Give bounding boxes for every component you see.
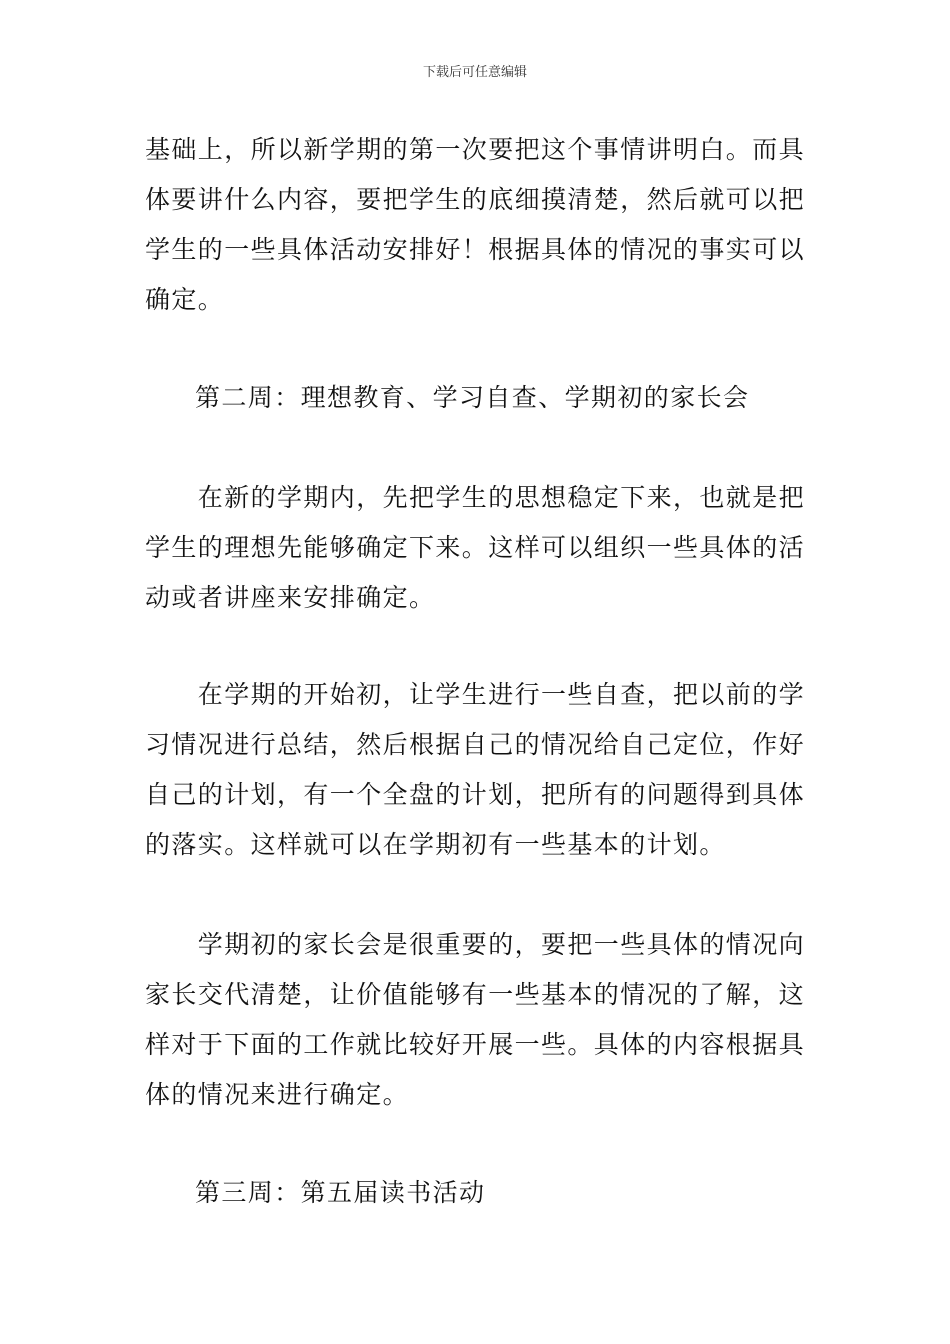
section-heading-week-2: 第二周：理想教育、学习自查、学期初的家长会 (195, 383, 750, 412)
text-line: 学生的理想先能够确定下来。这样可以组织一些具体的活 (145, 533, 806, 562)
text-line: 在新的学期内，先把学生的思想稳定下来，也就是把 (145, 483, 806, 512)
paragraph-1 (145, 125, 807, 325)
text-line: 家长交代清楚，让价值能够有一些基本的情况的了解，这 (145, 980, 806, 1009)
text-line: 自己的计划，有一个全盘的计划，把所有的问题得到具体 (145, 780, 806, 809)
paragraph-4 (145, 920, 807, 1120)
text-line: 体的情况来进行确定。 (145, 1080, 410, 1109)
text-line: 在学期的开始初，让学生进行一些自查，把以前的学 (145, 680, 806, 709)
text-line: 学期初的家长会是很重要的，要把一些具体的情况向 (145, 930, 806, 959)
paragraph-3 (145, 670, 807, 870)
page-header-note: 下载后可任意编辑 (422, 65, 527, 80)
paragraph-2 (145, 473, 807, 623)
text-line: 体要讲什么内容，要把学生的底细摸清楚，然后就可以把 (145, 185, 806, 214)
text-line: 样对于下面的工作就比较好开展一些。具体的内容根据具 (145, 1030, 806, 1059)
text-line: 的落实。这样就可以在学期初有一些基本的计划。 (145, 830, 726, 859)
section-heading-week-3: 第三周：第五届读书活动 (195, 1178, 486, 1207)
text-line: 动或者讲座来安排确定。 (145, 583, 436, 612)
text-line: 基础上，所以新学期的第一次要把这个事情讲明白。而具 (145, 135, 806, 164)
text-line: 学生的一些具体活动安排好！根据具体的情况的事实可以 (145, 235, 806, 264)
text-line: 确定。 (145, 285, 225, 314)
text-line: 习情况进行总结，然后根据自己的情况给自己定位，作好 (145, 730, 806, 759)
